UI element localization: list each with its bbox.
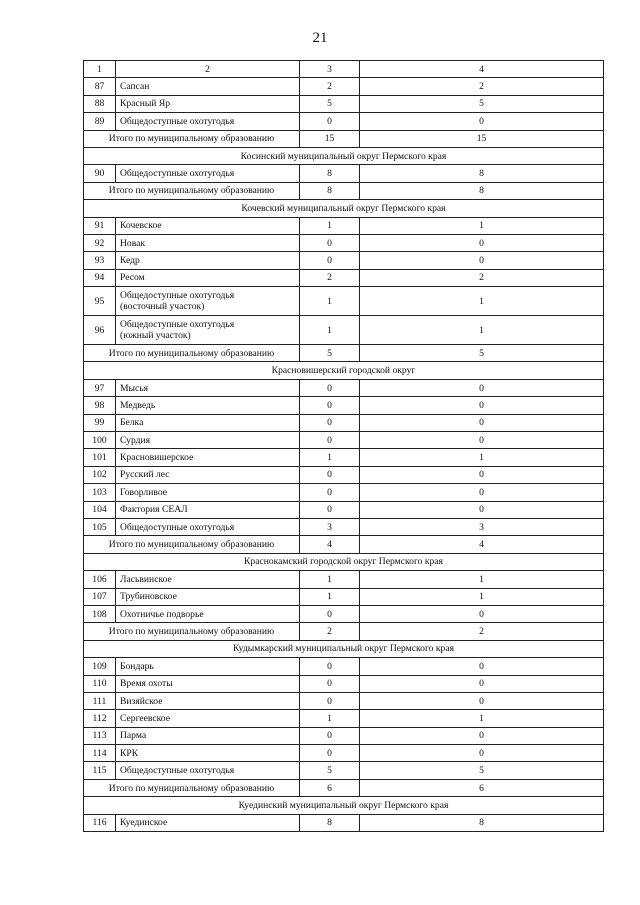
value-col-3: 1	[300, 217, 360, 234]
value-col-3: 0	[300, 414, 360, 431]
ground-name-text: Общедоступные охотугодья	[120, 290, 235, 302]
row-number: 97	[84, 379, 116, 396]
row-number: 101	[84, 449, 116, 466]
value-col-4: 1	[360, 217, 604, 234]
value-col-3: 8	[300, 814, 360, 831]
value-col-3: 0	[300, 113, 360, 130]
ground-name	[116, 727, 300, 744]
value-col-4: 0	[360, 484, 604, 501]
value-col-4: 0	[360, 466, 604, 483]
row-number: 112	[84, 710, 116, 727]
ground-name-text: Время охоты	[120, 678, 173, 690]
table-row	[84, 165, 604, 182]
value-col-4: 1	[360, 588, 604, 605]
ground-name	[116, 571, 300, 588]
total-value-3: 8	[300, 182, 360, 199]
value-col-4: 0	[360, 432, 604, 449]
table-row	[84, 675, 604, 692]
ground-name-text: Сергеевское	[120, 712, 170, 724]
section-row	[84, 797, 604, 814]
value-col-4: 0	[360, 113, 604, 130]
value-col-4: 0	[360, 414, 604, 431]
ground-name-text: Визяйское	[120, 695, 163, 707]
table-row	[84, 252, 604, 269]
value-col-4: 1	[360, 710, 604, 727]
ground-name	[116, 588, 300, 605]
total-row	[84, 130, 604, 147]
ground-name	[116, 95, 300, 112]
row-number: 110	[84, 675, 116, 692]
value-col-4: 1	[360, 449, 604, 466]
table-row	[84, 95, 604, 112]
total-value-4: 15	[360, 130, 604, 147]
row-number: 89	[84, 113, 116, 130]
table-row	[84, 466, 604, 483]
value-col-3: 1	[300, 588, 360, 605]
ground-name-text: Общедоступные охотугодья	[120, 765, 235, 777]
total-label: Итого по муниципальному образованию	[84, 623, 300, 640]
ground-name	[116, 379, 300, 396]
row-number: 105	[84, 518, 116, 535]
row-number: 106	[84, 571, 116, 588]
row-number: 102	[84, 466, 116, 483]
value-col-4: 0	[360, 252, 604, 269]
row-number: 96	[84, 316, 116, 345]
row-number: 113	[84, 727, 116, 744]
ground-name-text: Ласьвинское	[120, 573, 172, 585]
header-row	[84, 61, 604, 78]
value-col-4: 2	[360, 269, 604, 286]
row-number: 94	[84, 269, 116, 286]
table-row	[84, 762, 604, 779]
section-title: Красновишерский городской округ	[84, 362, 604, 379]
value-col-3: 0	[300, 484, 360, 501]
value-col-4: 5	[360, 762, 604, 779]
ground-name	[116, 762, 300, 779]
ground-name-text: Фактория СЕАЛ	[120, 504, 188, 516]
ground-name	[116, 414, 300, 431]
value-col-3: 1	[300, 449, 360, 466]
value-col-3: 0	[300, 727, 360, 744]
section-title: Краснокамский городской округ Пермского края	[84, 553, 604, 570]
value-col-4: 0	[360, 379, 604, 396]
table-row	[84, 605, 604, 622]
ground-name-subtitle: (южный участок)	[120, 330, 191, 342]
section-row	[84, 147, 604, 164]
row-number: 88	[84, 95, 116, 112]
ground-name-text: Белка	[120, 417, 144, 429]
ground-name	[116, 814, 300, 831]
table-row	[84, 316, 604, 345]
section-title: Кочевский муниципальный округ Пермского края	[84, 200, 604, 217]
section-title: Куединский муниципальный округ Пермского края	[84, 797, 604, 814]
value-col-3: 0	[300, 432, 360, 449]
row-number: 92	[84, 234, 116, 251]
value-col-4: 5	[360, 95, 604, 112]
row-number: 103	[84, 484, 116, 501]
value-col-4: 3	[360, 518, 604, 535]
ground-name-text: Охотничье подворье	[120, 608, 204, 620]
ground-name-text: Мысья	[120, 382, 149, 394]
header-cell-1: 1	[84, 61, 116, 78]
row-number: 100	[84, 432, 116, 449]
table-row	[84, 692, 604, 709]
ground-name-subtitle: (восточный участок)	[120, 301, 205, 313]
value-col-4: 0	[360, 745, 604, 762]
ground-name-text: Общедоступные охотугодья	[120, 521, 235, 533]
total-row	[84, 779, 604, 796]
ground-name	[116, 252, 300, 269]
table-row	[84, 588, 604, 605]
row-number: 91	[84, 217, 116, 234]
total-value-4: 8	[360, 182, 604, 199]
row-number: 109	[84, 658, 116, 675]
ground-name-text: Красновишерское	[120, 452, 194, 464]
ground-name-text: Говорливое	[120, 486, 167, 498]
table-row	[84, 449, 604, 466]
ground-name	[116, 658, 300, 675]
ground-name-text: Общедоступные охотугодья	[120, 115, 235, 127]
section-title: Косинский муниципальный округ Пермского края	[84, 147, 604, 164]
value-col-3: 0	[300, 234, 360, 251]
ground-name-text: Общедоступные охотугодья	[120, 319, 235, 331]
table-row	[84, 78, 604, 95]
table-row	[84, 269, 604, 286]
ground-name-text: Ресом	[120, 272, 145, 284]
total-value-4: 2	[360, 623, 604, 640]
total-value-4: 6	[360, 779, 604, 796]
value-col-3: 0	[300, 745, 360, 762]
row-number: 116	[84, 814, 116, 831]
ground-name	[116, 113, 300, 130]
total-row	[84, 536, 604, 553]
ground-name	[116, 518, 300, 535]
row-number: 95	[84, 287, 116, 316]
table-row	[84, 710, 604, 727]
value-col-4: 1	[360, 316, 604, 345]
value-col-3: 3	[300, 518, 360, 535]
total-row	[84, 182, 604, 199]
value-col-3: 0	[300, 675, 360, 692]
value-col-4: 1	[360, 571, 604, 588]
header-cell-3: 3	[300, 61, 360, 78]
value-col-3: 8	[300, 165, 360, 182]
ground-name	[116, 501, 300, 518]
row-number: 87	[84, 78, 116, 95]
table-row	[84, 518, 604, 535]
value-col-4: 0	[360, 727, 604, 744]
table-row	[84, 745, 604, 762]
value-col-3: 5	[300, 762, 360, 779]
value-col-4: 0	[360, 501, 604, 518]
ground-name-text: Новак	[120, 237, 146, 249]
table-row	[84, 814, 604, 831]
value-col-4: 0	[360, 692, 604, 709]
total-value-3: 5	[300, 345, 360, 362]
row-number: 111	[84, 692, 116, 709]
ground-name	[116, 217, 300, 234]
total-value-4: 5	[360, 345, 604, 362]
value-col-4: 0	[360, 675, 604, 692]
ground-name	[116, 397, 300, 414]
value-col-4: 8	[360, 814, 604, 831]
ground-name-text: Парма	[120, 730, 147, 742]
value-col-4: 8	[360, 165, 604, 182]
value-col-3: 1	[300, 571, 360, 588]
table-row	[84, 727, 604, 744]
total-value-3: 15	[300, 130, 360, 147]
ground-name	[116, 165, 300, 182]
value-col-3: 0	[300, 692, 360, 709]
table-row	[84, 501, 604, 518]
value-col-4: 1	[360, 287, 604, 316]
row-number: 108	[84, 605, 116, 622]
total-label: Итого по муниципальному образованию	[84, 182, 300, 199]
value-col-3: 0	[300, 397, 360, 414]
value-col-3: 0	[300, 466, 360, 483]
table-body	[84, 61, 604, 832]
ground-name-text: Общедоступные охотугодья	[120, 168, 235, 180]
row-number: 114	[84, 745, 116, 762]
ground-name-text: Бондарь	[120, 660, 154, 672]
section-row	[84, 362, 604, 379]
ground-name	[116, 432, 300, 449]
ground-name-text: Кочевское	[120, 220, 162, 232]
ground-name-text: КРК	[120, 747, 139, 759]
row-number: 90	[84, 165, 116, 182]
ground-name	[116, 287, 300, 316]
ground-name-text: Кедр	[120, 254, 140, 266]
ground-name-text: Красный Яр	[120, 98, 171, 110]
ground-name	[116, 316, 300, 345]
ground-name-text: Русский лес	[120, 469, 170, 481]
row-number: 107	[84, 588, 116, 605]
value-col-4: 0	[360, 658, 604, 675]
total-label: Итого по муниципальному образованию	[84, 345, 300, 362]
value-col-4: 0	[360, 234, 604, 251]
value-col-3: 1	[300, 287, 360, 316]
value-col-3: 2	[300, 78, 360, 95]
value-col-4: 2	[360, 78, 604, 95]
header-cell-2: 2	[116, 61, 300, 78]
table-row	[84, 432, 604, 449]
total-value-3: 2	[300, 623, 360, 640]
section-row	[84, 553, 604, 570]
table-row	[84, 571, 604, 588]
table-row	[84, 397, 604, 414]
section-row	[84, 640, 604, 657]
value-col-3: 0	[300, 379, 360, 396]
value-col-4: 0	[360, 605, 604, 622]
total-value-3: 4	[300, 536, 360, 553]
ground-name	[116, 710, 300, 727]
ground-name-text: Трубиновское	[120, 591, 177, 603]
value-col-3: 1	[300, 316, 360, 345]
ground-name-text: Медведь	[120, 399, 156, 411]
value-col-3: 2	[300, 269, 360, 286]
row-number: 93	[84, 252, 116, 269]
header-cell-4: 4	[360, 61, 604, 78]
row-number: 104	[84, 501, 116, 518]
section-row	[84, 200, 604, 217]
total-row	[84, 345, 604, 362]
table-row	[84, 113, 604, 130]
value-col-3: 0	[300, 658, 360, 675]
row-number: 98	[84, 397, 116, 414]
value-col-3: 0	[300, 605, 360, 622]
table-row	[84, 379, 604, 396]
value-col-3: 0	[300, 252, 360, 269]
ground-name-text: Сурдия	[120, 434, 151, 446]
row-number: 115	[84, 762, 116, 779]
ground-name	[116, 449, 300, 466]
ground-name-text: Куединское	[120, 817, 168, 829]
table-row	[84, 217, 604, 234]
row-number: 99	[84, 414, 116, 431]
total-label: Итого по муниципальному образованию	[84, 779, 300, 796]
table-row	[84, 484, 604, 501]
ground-name	[116, 466, 300, 483]
total-label: Итого по муниципальному образованию	[84, 130, 300, 147]
total-value-3: 6	[300, 779, 360, 796]
value-col-3: 1	[300, 710, 360, 727]
value-col-3: 5	[300, 95, 360, 112]
hunting-grounds-table	[83, 60, 604, 832]
table-row	[84, 658, 604, 675]
value-col-3: 0	[300, 501, 360, 518]
ground-name-text: Сапсан	[120, 81, 150, 93]
ground-name	[116, 484, 300, 501]
ground-name	[116, 692, 300, 709]
ground-name	[116, 269, 300, 286]
ground-name	[116, 234, 300, 251]
ground-name	[116, 78, 300, 95]
total-value-4: 4	[360, 536, 604, 553]
ground-name	[116, 605, 300, 622]
section-title: Кудымкарский муниципальный округ Пермского края	[84, 640, 604, 657]
total-label: Итого по муниципальному образованию	[84, 536, 300, 553]
value-col-4: 0	[360, 397, 604, 414]
table-row	[84, 414, 604, 431]
page-number: 21	[312, 30, 328, 46]
table-row	[84, 287, 604, 316]
total-row	[84, 623, 604, 640]
ground-name	[116, 675, 300, 692]
table-row	[84, 234, 604, 251]
ground-name	[116, 745, 300, 762]
